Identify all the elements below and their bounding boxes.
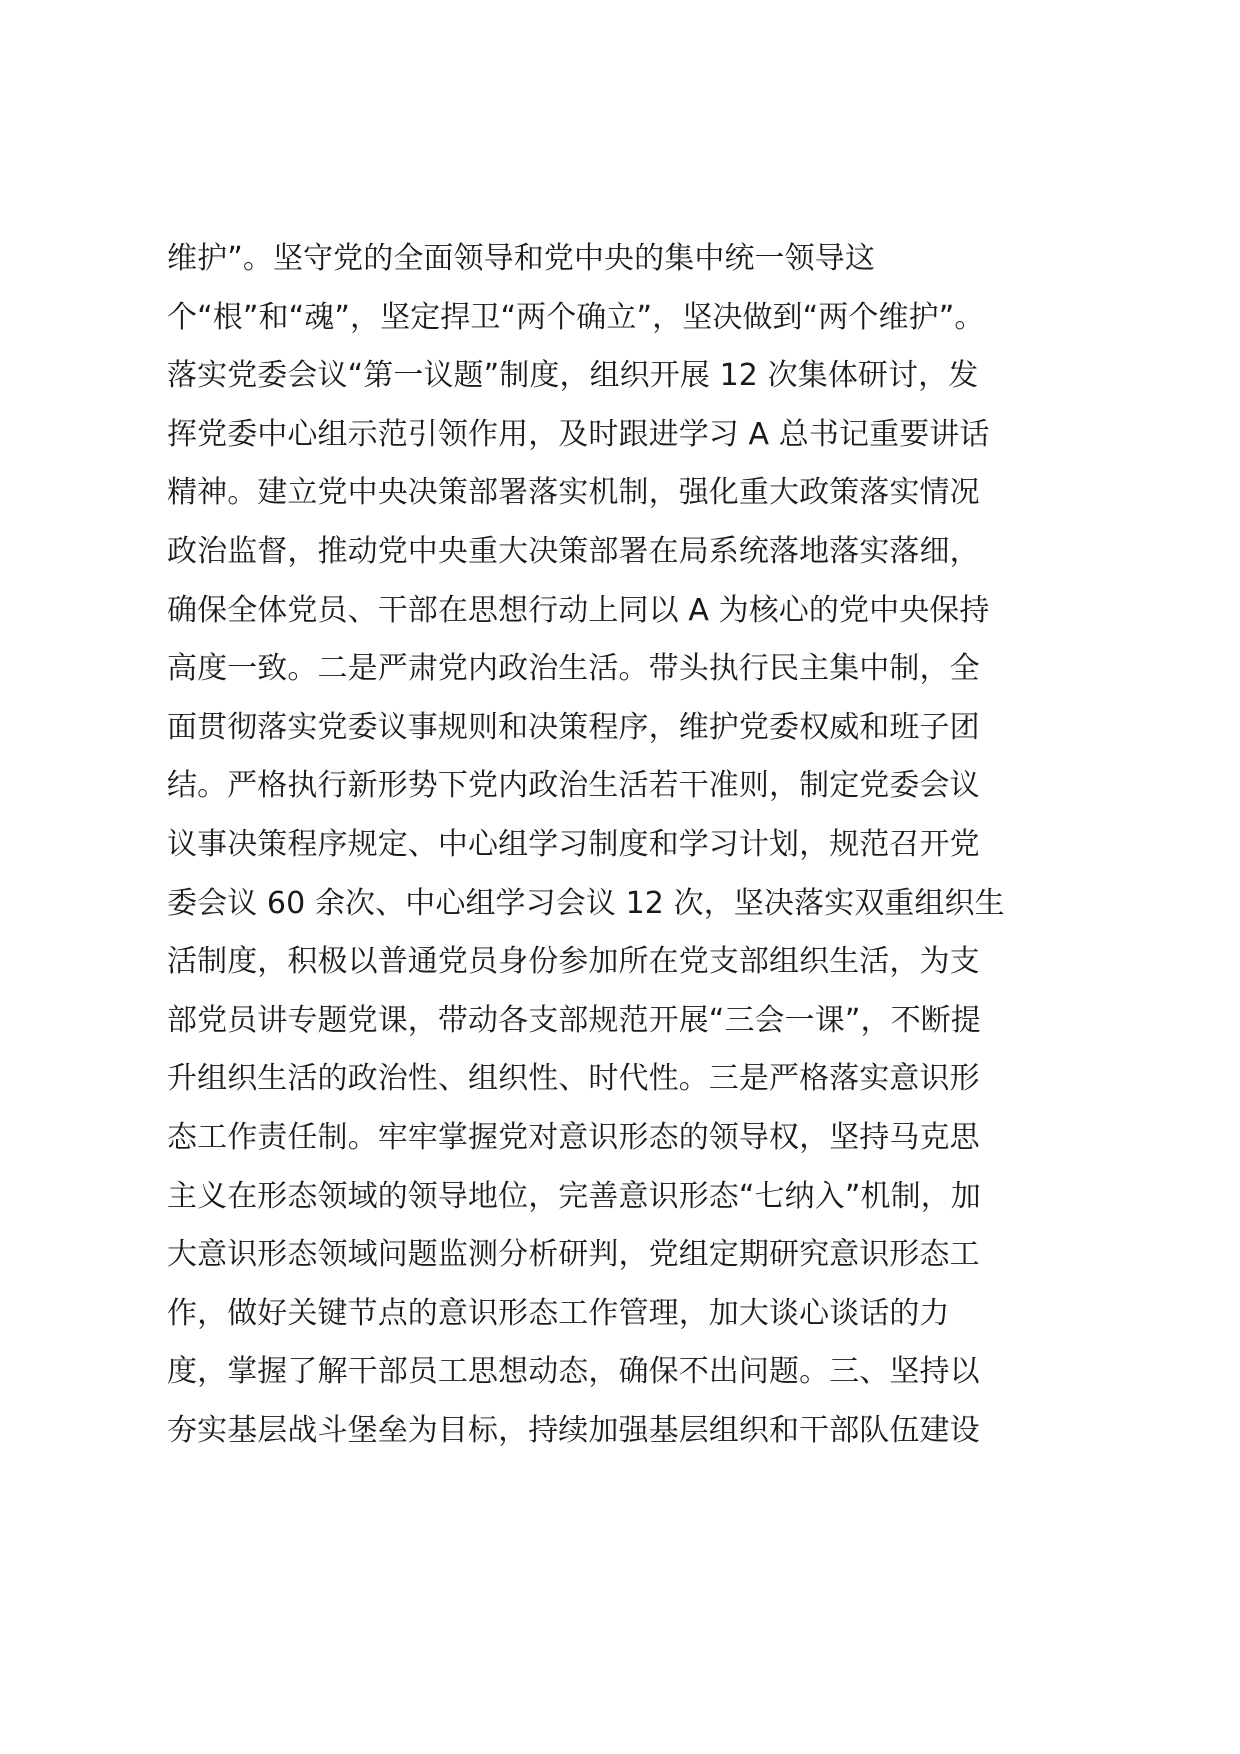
text-line: 高度一致。二是严肃党内政治生活。带头执行民主集中制，全 — [167, 651, 980, 687]
body-text — [167, 230, 1087, 1460]
text-line: 升组织生活的政治性、组织性、时代性。三是严格落实意识形 — [167, 1061, 980, 1097]
text-line: 确保全体党员、干部在思想行动上同以 A 为核心的党中央保持 — [167, 592, 990, 628]
text-line: 结。严格执行新形势下党内政治生活若干准则，制定党委会议 — [167, 768, 980, 804]
text-line: 主义在形态领域的领导地位，完善意识形态“七纳入”机制，加 — [167, 1178, 981, 1214]
text-line: 落实党委会议“第一议题”制度，组织开展 12 次集体研讨，发 — [167, 358, 979, 394]
text-line: 个“根”和“魂”，坚定捍卫“两个确立”，坚决做到“两个维护”。 — [167, 299, 985, 335]
text-line: 态工作责任制。牢牢掌握党对意识形态的领导权，坚持马克思 — [167, 1119, 980, 1155]
text-line: 夯实基层战斗堡垒为目标，持续加强基层组织和干部队伍建设 — [167, 1412, 980, 1448]
text-line: 维护”。坚守党的全面领导和党中央的集中统一领导这 — [167, 241, 875, 276]
text-line: 大意识形态领域问题监测分析研判，党组定期研究意识形态工 — [167, 1237, 980, 1273]
text-line: 度，掌握了解干部员工思想动态，确保不出问题。三、坚持以 — [167, 1354, 980, 1390]
text-line: 面贯彻落实党委议事规则和决策程序，维护党委权威和班子团 — [167, 709, 980, 745]
text-line: 作，做好关键节点的意识形态工作管理，加大谈心谈话的力 — [167, 1295, 950, 1331]
text-line: 精神。建立党中央决策部署落实机制，强化重大政策落实情况 — [167, 475, 980, 511]
text-line: 活制度，积极以普通党员身份参加所在党支部组织生活，为支 — [167, 944, 980, 980]
text-line: 挥党委中心组示范引领作用，及时跟进学习 A 总书记重要讲话 — [167, 416, 990, 452]
text-line: 部党员讲专题党课，带动各支部规范开展“三会一课”，不断提 — [167, 1002, 981, 1038]
text-line: 委会议 60 余次、中心组学习会议 12 次，坚决落实双重组织生 — [167, 885, 1005, 921]
text-line: 议事决策程序规定、中心组学习制度和学习计划，规范召开党 — [167, 826, 980, 862]
text-line: 政治监督，推动党中央重大决策部署在局系统落地落实落细， — [167, 533, 980, 569]
